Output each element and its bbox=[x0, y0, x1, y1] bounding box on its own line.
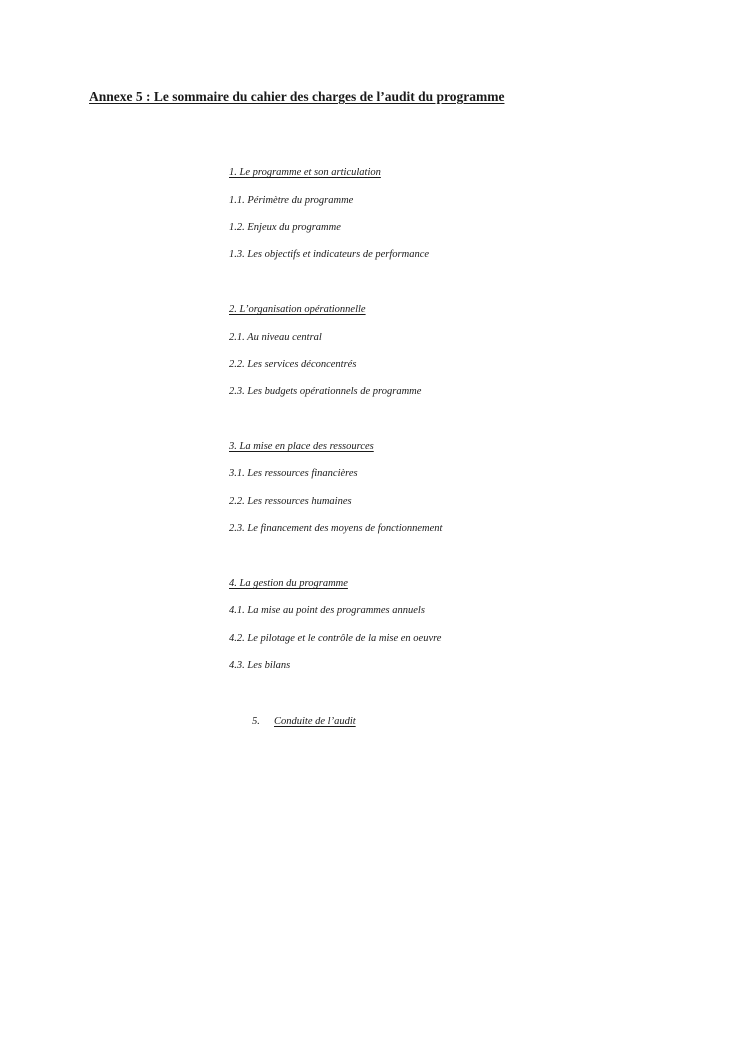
toc-item-3-2: 2.2. Les ressources humaines bbox=[229, 496, 352, 507]
table-of-contents bbox=[229, 0, 629, 1053]
toc-item-2-3: 2.3. Les budgets opérationnels de programme bbox=[229, 386, 422, 397]
toc-item-1-2: 1.2. Enjeux du programme bbox=[229, 222, 341, 233]
toc-item-4-2: 4.2. Le pilotage et le contrôle de la mise en oeuvre bbox=[229, 633, 442, 644]
toc-item-3-3: 2.3. Le financement des moyens de fonctionnement bbox=[229, 523, 443, 534]
toc-section-heading-4: 4. La gestion du programme bbox=[229, 578, 348, 589]
toc-item-3-1: 3.1. Les ressources financières bbox=[229, 468, 358, 479]
toc-section-heading-2: 2. L’organisation opérationnelle bbox=[229, 304, 366, 315]
toc-item-1-3: 1.3. Les objectifs et indicateurs de performance bbox=[229, 249, 430, 260]
toc-item-1-1: 1.1. Périmètre du programme bbox=[229, 195, 354, 206]
toc-item-4-1: 4.1. La mise au point des programmes annuels bbox=[229, 605, 425, 616]
toc-section-heading-3: 3. La mise en place des ressources bbox=[229, 441, 374, 452]
toc-section-5-number: 5. bbox=[252, 716, 260, 727]
toc-item-2-1: 2.1. Au niveau central bbox=[229, 332, 322, 343]
page-title: Annexe 5 : Le sommaire du cahier des charges de l’audit du programme bbox=[89, 89, 505, 104]
toc-item-4-3: 4.3. Les bilans bbox=[229, 660, 291, 671]
toc-section-5 bbox=[252, 715, 356, 729]
toc-section-5-label: Conduite de l’audit bbox=[274, 716, 356, 727]
toc-section-heading-1: 1. Le programme et son articulation bbox=[229, 167, 381, 178]
toc-item-2-2: 2.2. Les services déconcentrés bbox=[229, 359, 357, 370]
